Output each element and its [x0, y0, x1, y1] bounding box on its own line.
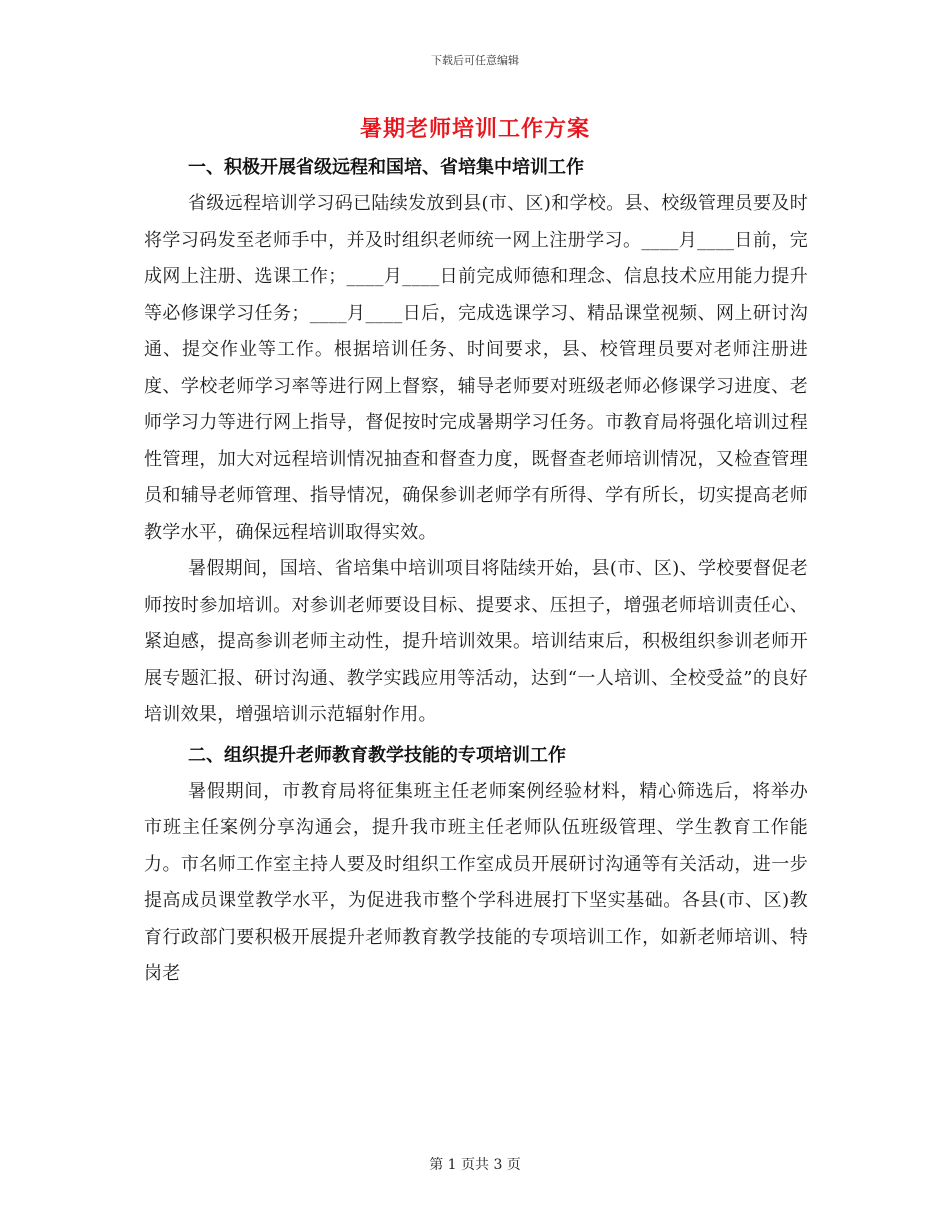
section-heading-1: 一、积极开展省级远程和国培、省培集中培训工作 — [188, 157, 584, 178]
page-header-note: 下载后可任意编辑 — [431, 54, 519, 67]
document-title: 暑期老师培训工作方案 — [359, 116, 590, 142]
document-body — [144, 150, 808, 993]
section-2-paragraph-1: 暑假期间，市教育局将征集班主任老师案例经验材料，精心筛选后，将举办市班主任案例分享沟通会，提升我市班主任老师队伍班级管理、学生教育工作能力。市名师工作室主持人要及时组织工作室成员开展研讨沟通等有关活动，进一步提高成员课堂教学水平，为促进我市整个学科进展打下坚实基础。各县(市、区)教育行政部门要积极开展提升老师教育教学技能的专项培训工作，如新老师培训、特岗老 — [144, 780, 808, 984]
section-1-paragraph-1: 省级远程培训学习码已陆续发放到县(市、区)和学校。县、校级管理员要及时将学习码发至老师手中，并及时组织老师统一网上注册学习。____月____日前，完成网上注册、选课工作；____月____日前完成师德和理念、信息技术应用能力提升等必修课学习任务；____月____日后，完成选课学习、精品课堂视频、网上研讨沟通、提交作业等工作。根据培训任务、时间要求，县、校管理员要对老师注册进度、学校老师学习率等进行网上督察，辅导老师要对班级老师必修课学习进度、老师学习力等进行网上指导，督促按时完成暑期学习任务。市教育局将强化培训过程性管理，加大对远程培训情况抽查和督查力度，既督查老师培训情况，又检查管理员和辅导老师管理、指导情况，确保参训老师学有所得、学有所长，切实提高老师教学水平，确保远程培训取得实效。 — [144, 193, 808, 543]
page-number: 第 1 页共 3 页 — [429, 1157, 521, 1173]
section-1-paragraph-2: 暑假期间，国培、省培集中培训项目将陆续开始，县(市、区)、学校要督促老师按时参加培训。对参训老师要设目标、提要求、压担子，增强老师培训责任心、紧迫感，提高参训老师主动性，提升培训效果。培训结束后，积极组织参训老师开展专题汇报、研讨沟通、教学实践应用等活动，达到“一人培训、全校受益”的良好培训效果，增强培训示范辐射作用。 — [144, 558, 808, 725]
section-heading-2: 二、组织提升老师教育教学技能的专项培训工作 — [188, 744, 566, 766]
